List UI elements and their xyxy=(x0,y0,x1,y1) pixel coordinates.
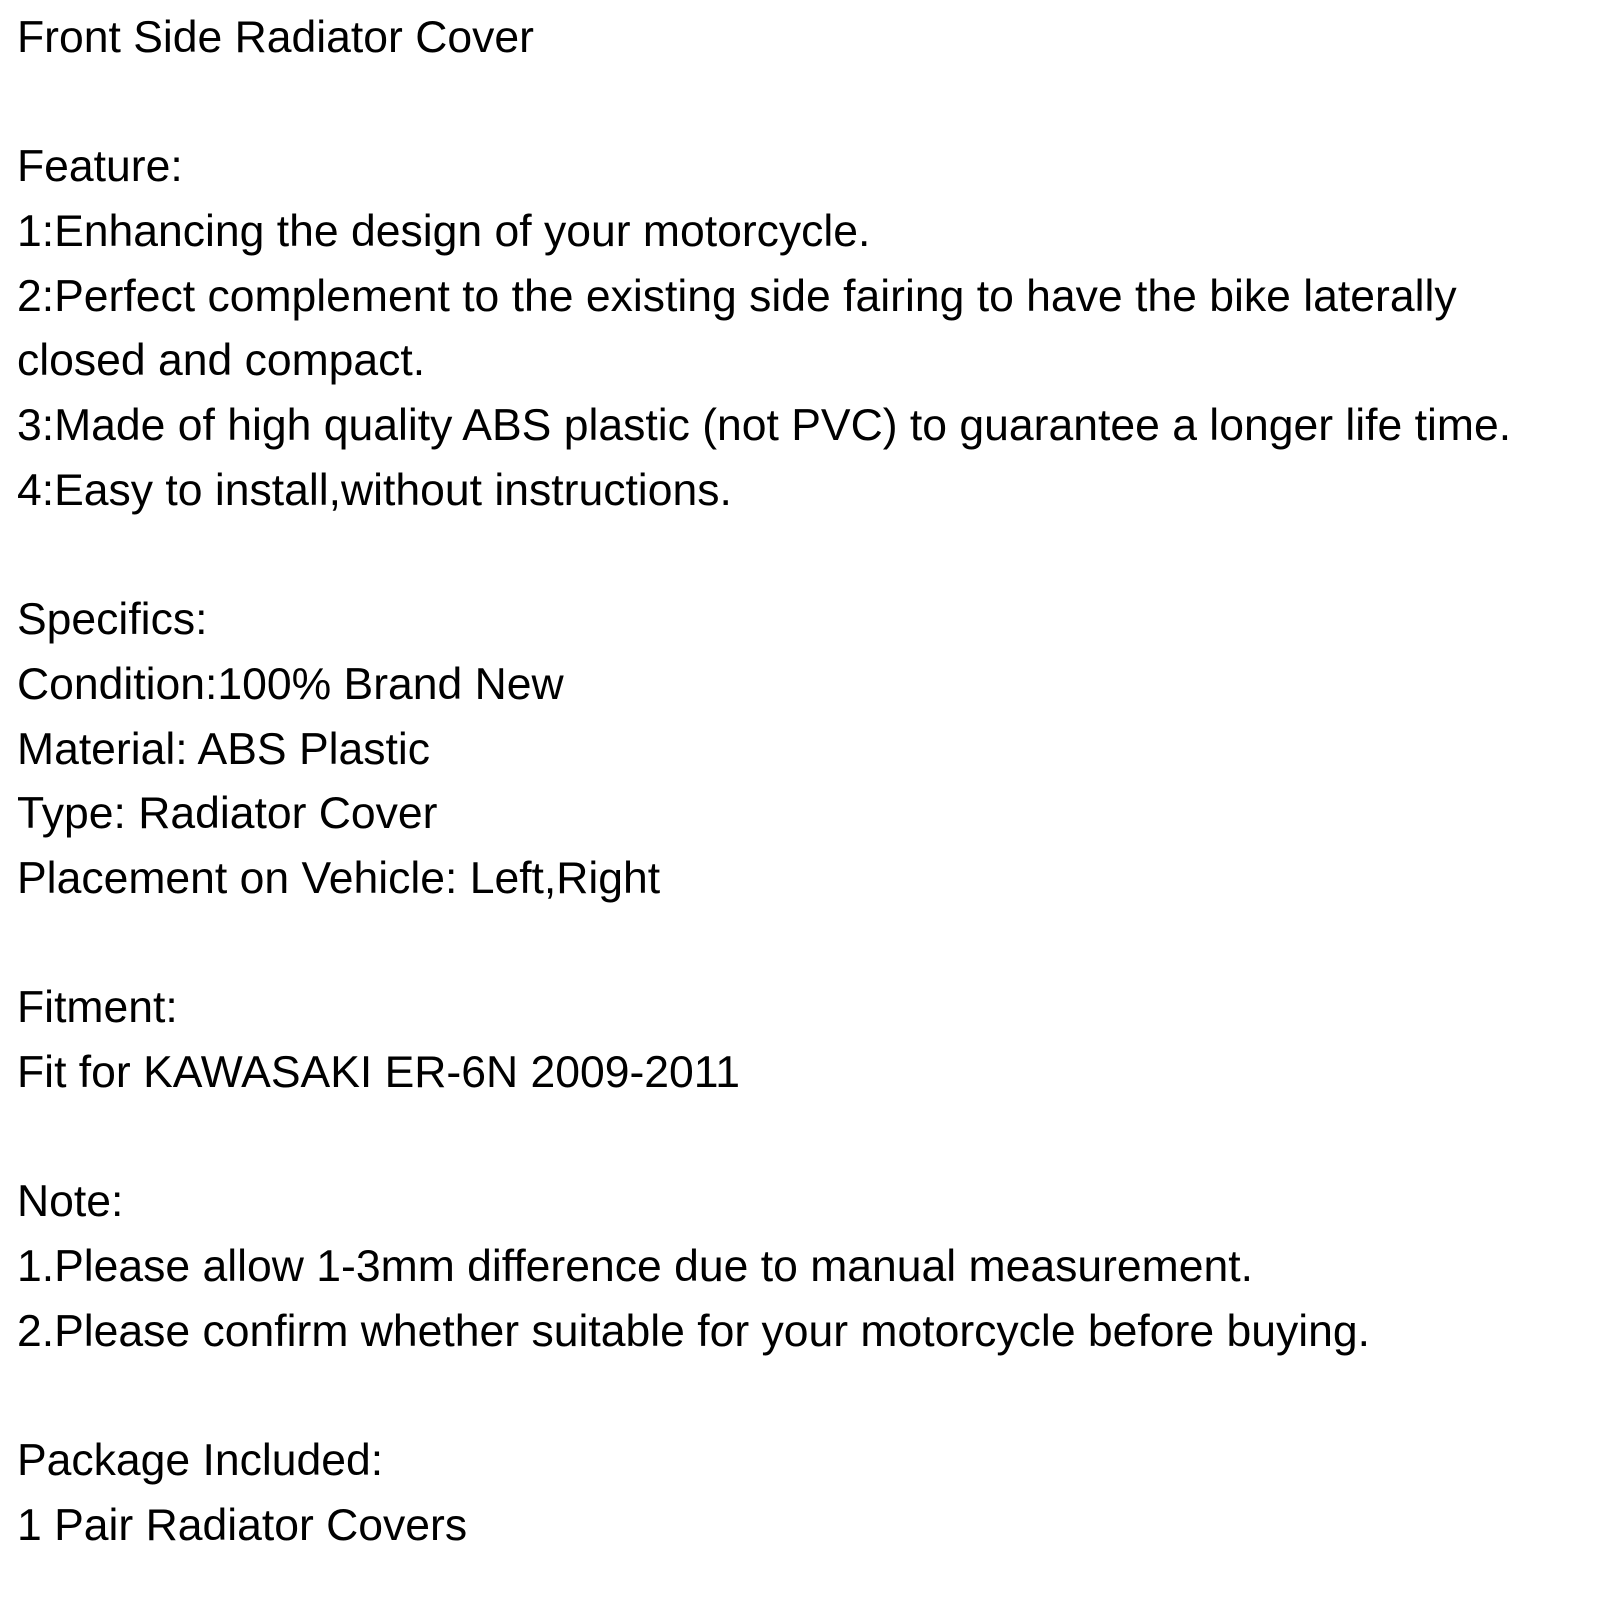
feature-heading: Feature: xyxy=(17,142,183,192)
note-item-1: 1.Please allow 1-3mm difference due to manual measurement. xyxy=(17,1242,1253,1292)
specifics-heading: Specifics: xyxy=(17,595,208,645)
product-description xyxy=(17,6,1587,1559)
spacer xyxy=(17,524,1587,589)
spacer xyxy=(17,71,1587,136)
feature-item-1: 1:Enhancing the design of your motorcycle. xyxy=(17,207,871,257)
note-item-2: 2.Please confirm whether suitable for your motorcycle before buying. xyxy=(17,1306,1370,1356)
package-heading: Package Included: xyxy=(17,1436,384,1486)
spacer xyxy=(17,912,1587,977)
feature-item-2-continued: closed and compact. xyxy=(17,336,426,386)
spacer xyxy=(17,1106,1587,1171)
page-title: Front Side Radiator Cover xyxy=(17,13,534,62)
fitment-heading: Fitment: xyxy=(17,983,178,1033)
package-item: 1 Pair Radiator Covers xyxy=(17,1500,468,1550)
spacer xyxy=(17,1364,1587,1429)
specifics-type: Type: Radiator Cover xyxy=(17,789,438,839)
fitment-item: Fit for KAWASAKI ER-6N 2009-2011 xyxy=(17,1048,740,1097)
specifics-condition: Condition:100% Brand New xyxy=(17,659,564,709)
specifics-placement: Placement on Vehicle: Left,Right xyxy=(17,853,661,903)
specifics-material: Material: ABS Plastic xyxy=(17,724,431,774)
feature-item-4: 4:Easy to install,without instructions. xyxy=(17,465,732,515)
feature-item-2: 2:Perfect complement to the existing side fairing to have the bike laterally xyxy=(17,271,1457,321)
note-heading: Note: xyxy=(17,1177,124,1227)
feature-item-3: 3:Made of high quality ABS plastic (not PVC) to guarantee a longer life time. xyxy=(17,401,1512,451)
